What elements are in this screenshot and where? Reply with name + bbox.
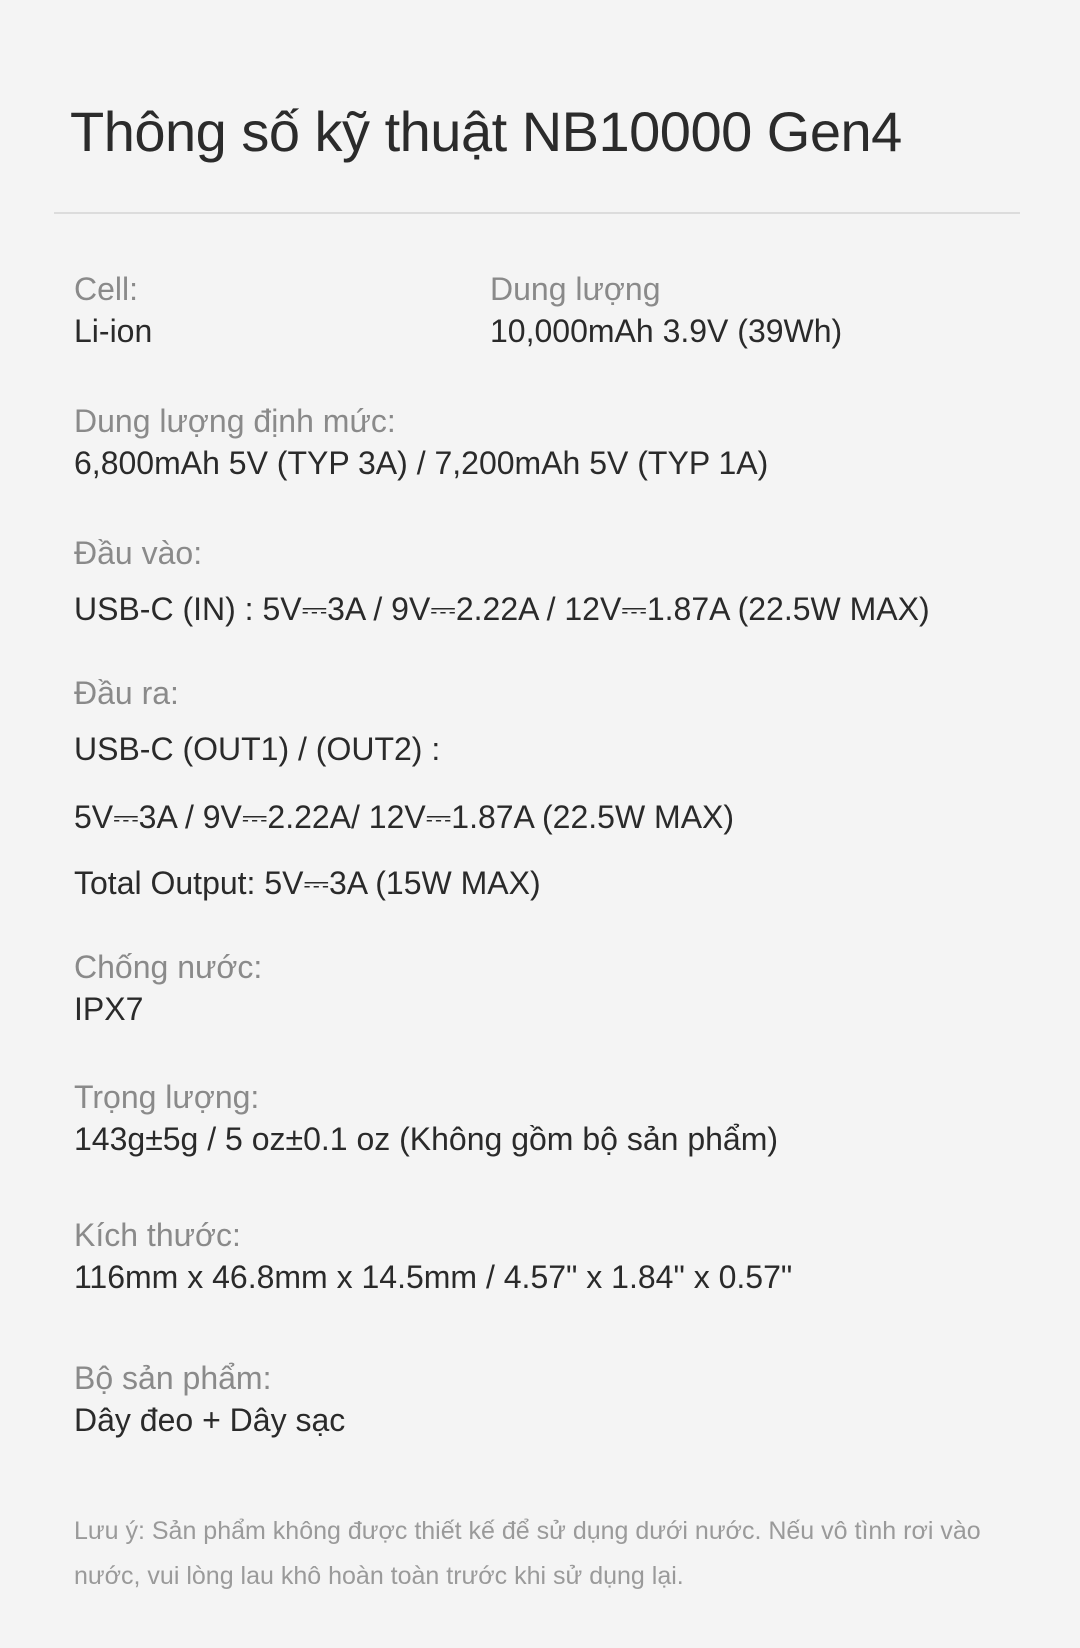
spec-input-label: Đầu vào: (74, 535, 203, 571)
spec-capacity-label: Dung lượng (490, 271, 661, 307)
spec-capacity-value: 10,000mAh 3.9V (39Wh) (490, 313, 843, 349)
spec-output-line-3: Total Output: 5V⎓3A (15W MAX) (74, 865, 541, 901)
spec-weight (74, 1076, 778, 1160)
spec-cell-value: Li-ion (74, 313, 153, 349)
spec-input-value: USB-C (IN) : 5V⎓3A / 9V⎓2.22A / 12V⎓1.87A (22.5W MAX) (74, 591, 930, 627)
spec-rated-capacity-label: Dung lượng định mức: (74, 403, 396, 439)
spec-waterproof-value: IPX7 (74, 991, 144, 1027)
spec-dimensions (74, 1214, 792, 1298)
spec-output (74, 672, 734, 904)
spec-rated-capacity-value: 6,800mAh 5V (TYP 3A) / 7,200mAh 5V (TYP 1A) (74, 445, 769, 481)
spec-package (74, 1357, 345, 1441)
spec-output-label: Đầu ra: (74, 675, 179, 711)
spec-rated-capacity (74, 400, 768, 484)
title-divider (54, 212, 1020, 214)
spec-waterproof-label: Chống nước: (74, 949, 263, 985)
page-title: Thông số kỹ thuật NB10000 Gen4 (70, 100, 902, 163)
spec-weight-label: Trọng lượng: (74, 1079, 260, 1115)
spec-capacity (490, 268, 842, 352)
spec-cell (74, 268, 152, 352)
spec-output-line-2: 5V⎓3A / 9V⎓2.22A/ 12V⎓1.87A (22.5W MAX) (74, 799, 735, 835)
spec-cell-label: Cell: (74, 271, 139, 307)
spec-output-line-1: USB-C (OUT1) / (OUT2) : (74, 731, 441, 767)
spec-dimensions-label: Kích thước: (74, 1217, 241, 1253)
spec-weight-value: 143g±5g / 5 oz±0.1 oz (Không gồm bộ sản phẩm) (74, 1121, 779, 1157)
spec-package-label: Bộ sản phẩm: (74, 1360, 272, 1396)
water-warning-note: Lưu ý: Sản phẩm không được thiết kế để sử dụng dưới nước. Nếu vô tình rơi vào nước, vui lòng lau khô hoàn toàn trước khi sử dụng lại. (74, 1517, 981, 1590)
spec-input (74, 532, 930, 630)
spec-package-value: Dây đeo + Dây sạc (74, 1402, 346, 1438)
spec-dimensions-value: 116mm x 46.8mm x 14.5mm / 4.57" x 1.84" x 0.57" (74, 1259, 793, 1295)
spec-waterproof (74, 946, 262, 1030)
